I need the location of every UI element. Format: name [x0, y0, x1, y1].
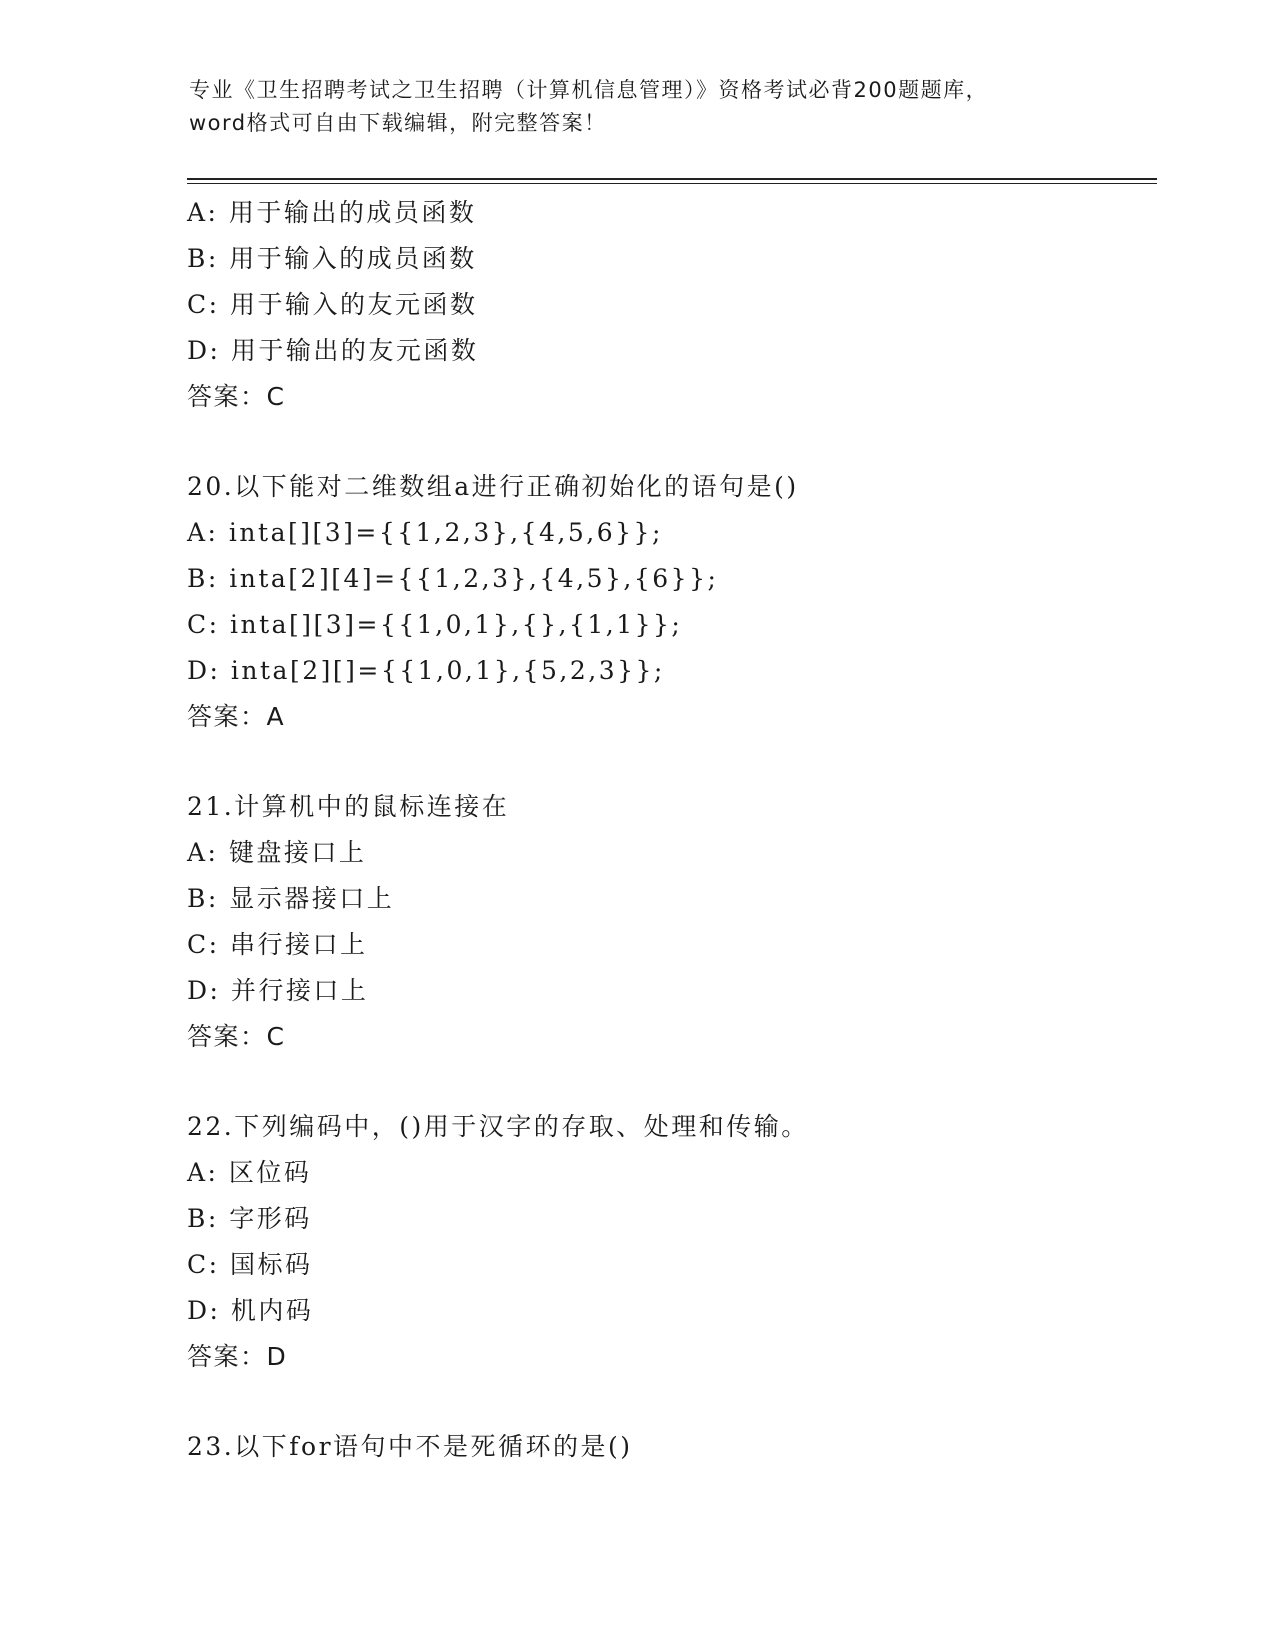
option-b: B: inta[2][4]={{1,2,3},{4,5},{6}}; — [187, 564, 719, 593]
question-list — [187, 190, 1147, 1470]
option-c: C: 用于输入的友元函数 — [187, 290, 478, 319]
option-b: B: 显示器接口上 — [187, 884, 395, 913]
option-b: B: 字形码 — [187, 1204, 312, 1233]
header-divider — [187, 178, 1157, 180]
option-c: C: 串行接口上 — [187, 930, 368, 959]
option-b: B: 用于输入的成员函数 — [187, 244, 477, 273]
question-text: 20.以下能对二维数组a进行正确初始化的语句是() — [187, 472, 799, 501]
header-divider-thin — [187, 183, 1157, 184]
answer: 答案：C — [187, 382, 286, 411]
header-line-1: 专业《卫生招聘考试之卫生招聘（计算机信息管理）》资格考试必背200题题库， — [189, 78, 989, 102]
option-d: D: inta[2][]={{1,0,1},{5,2,3}}; — [187, 656, 665, 685]
answer: 答案：A — [187, 702, 286, 731]
option-c: C: inta[][3]={{1,0,1},{},{1,1}}; — [187, 610, 683, 639]
question-text: 21.计算机中的鼠标连接在 — [187, 792, 510, 821]
option-a: A: 区位码 — [187, 1158, 312, 1187]
option-c: C: 国标码 — [187, 1250, 313, 1279]
question-21 — [187, 784, 1147, 1060]
document-header — [189, 74, 1089, 140]
question-19 — [187, 190, 1147, 420]
option-d: D: 用于输出的友元函数 — [187, 336, 479, 365]
answer: 答案：D — [187, 1342, 288, 1371]
header-line-2: word格式可自由下载编辑，附完整答案！ — [189, 111, 607, 135]
option-a: A: inta[][3]={{1,2,3},{4,5,6}}; — [187, 518, 663, 547]
question-23 — [187, 1424, 1147, 1470]
question-22 — [187, 1104, 1147, 1380]
option-a: A: 键盘接口上 — [187, 838, 367, 867]
question-20 — [187, 464, 1147, 740]
question-text: 23.以下for语句中不是死循环的是() — [187, 1432, 633, 1461]
option-a: A: 用于输出的成员函数 — [187, 198, 477, 227]
answer: 答案：C — [187, 1022, 286, 1051]
question-text: 22.下列编码中，()用于汉字的存取、处理和传输。 — [187, 1112, 809, 1141]
option-d: D: 机内码 — [187, 1296, 314, 1325]
option-d: D: 并行接口上 — [187, 976, 369, 1005]
